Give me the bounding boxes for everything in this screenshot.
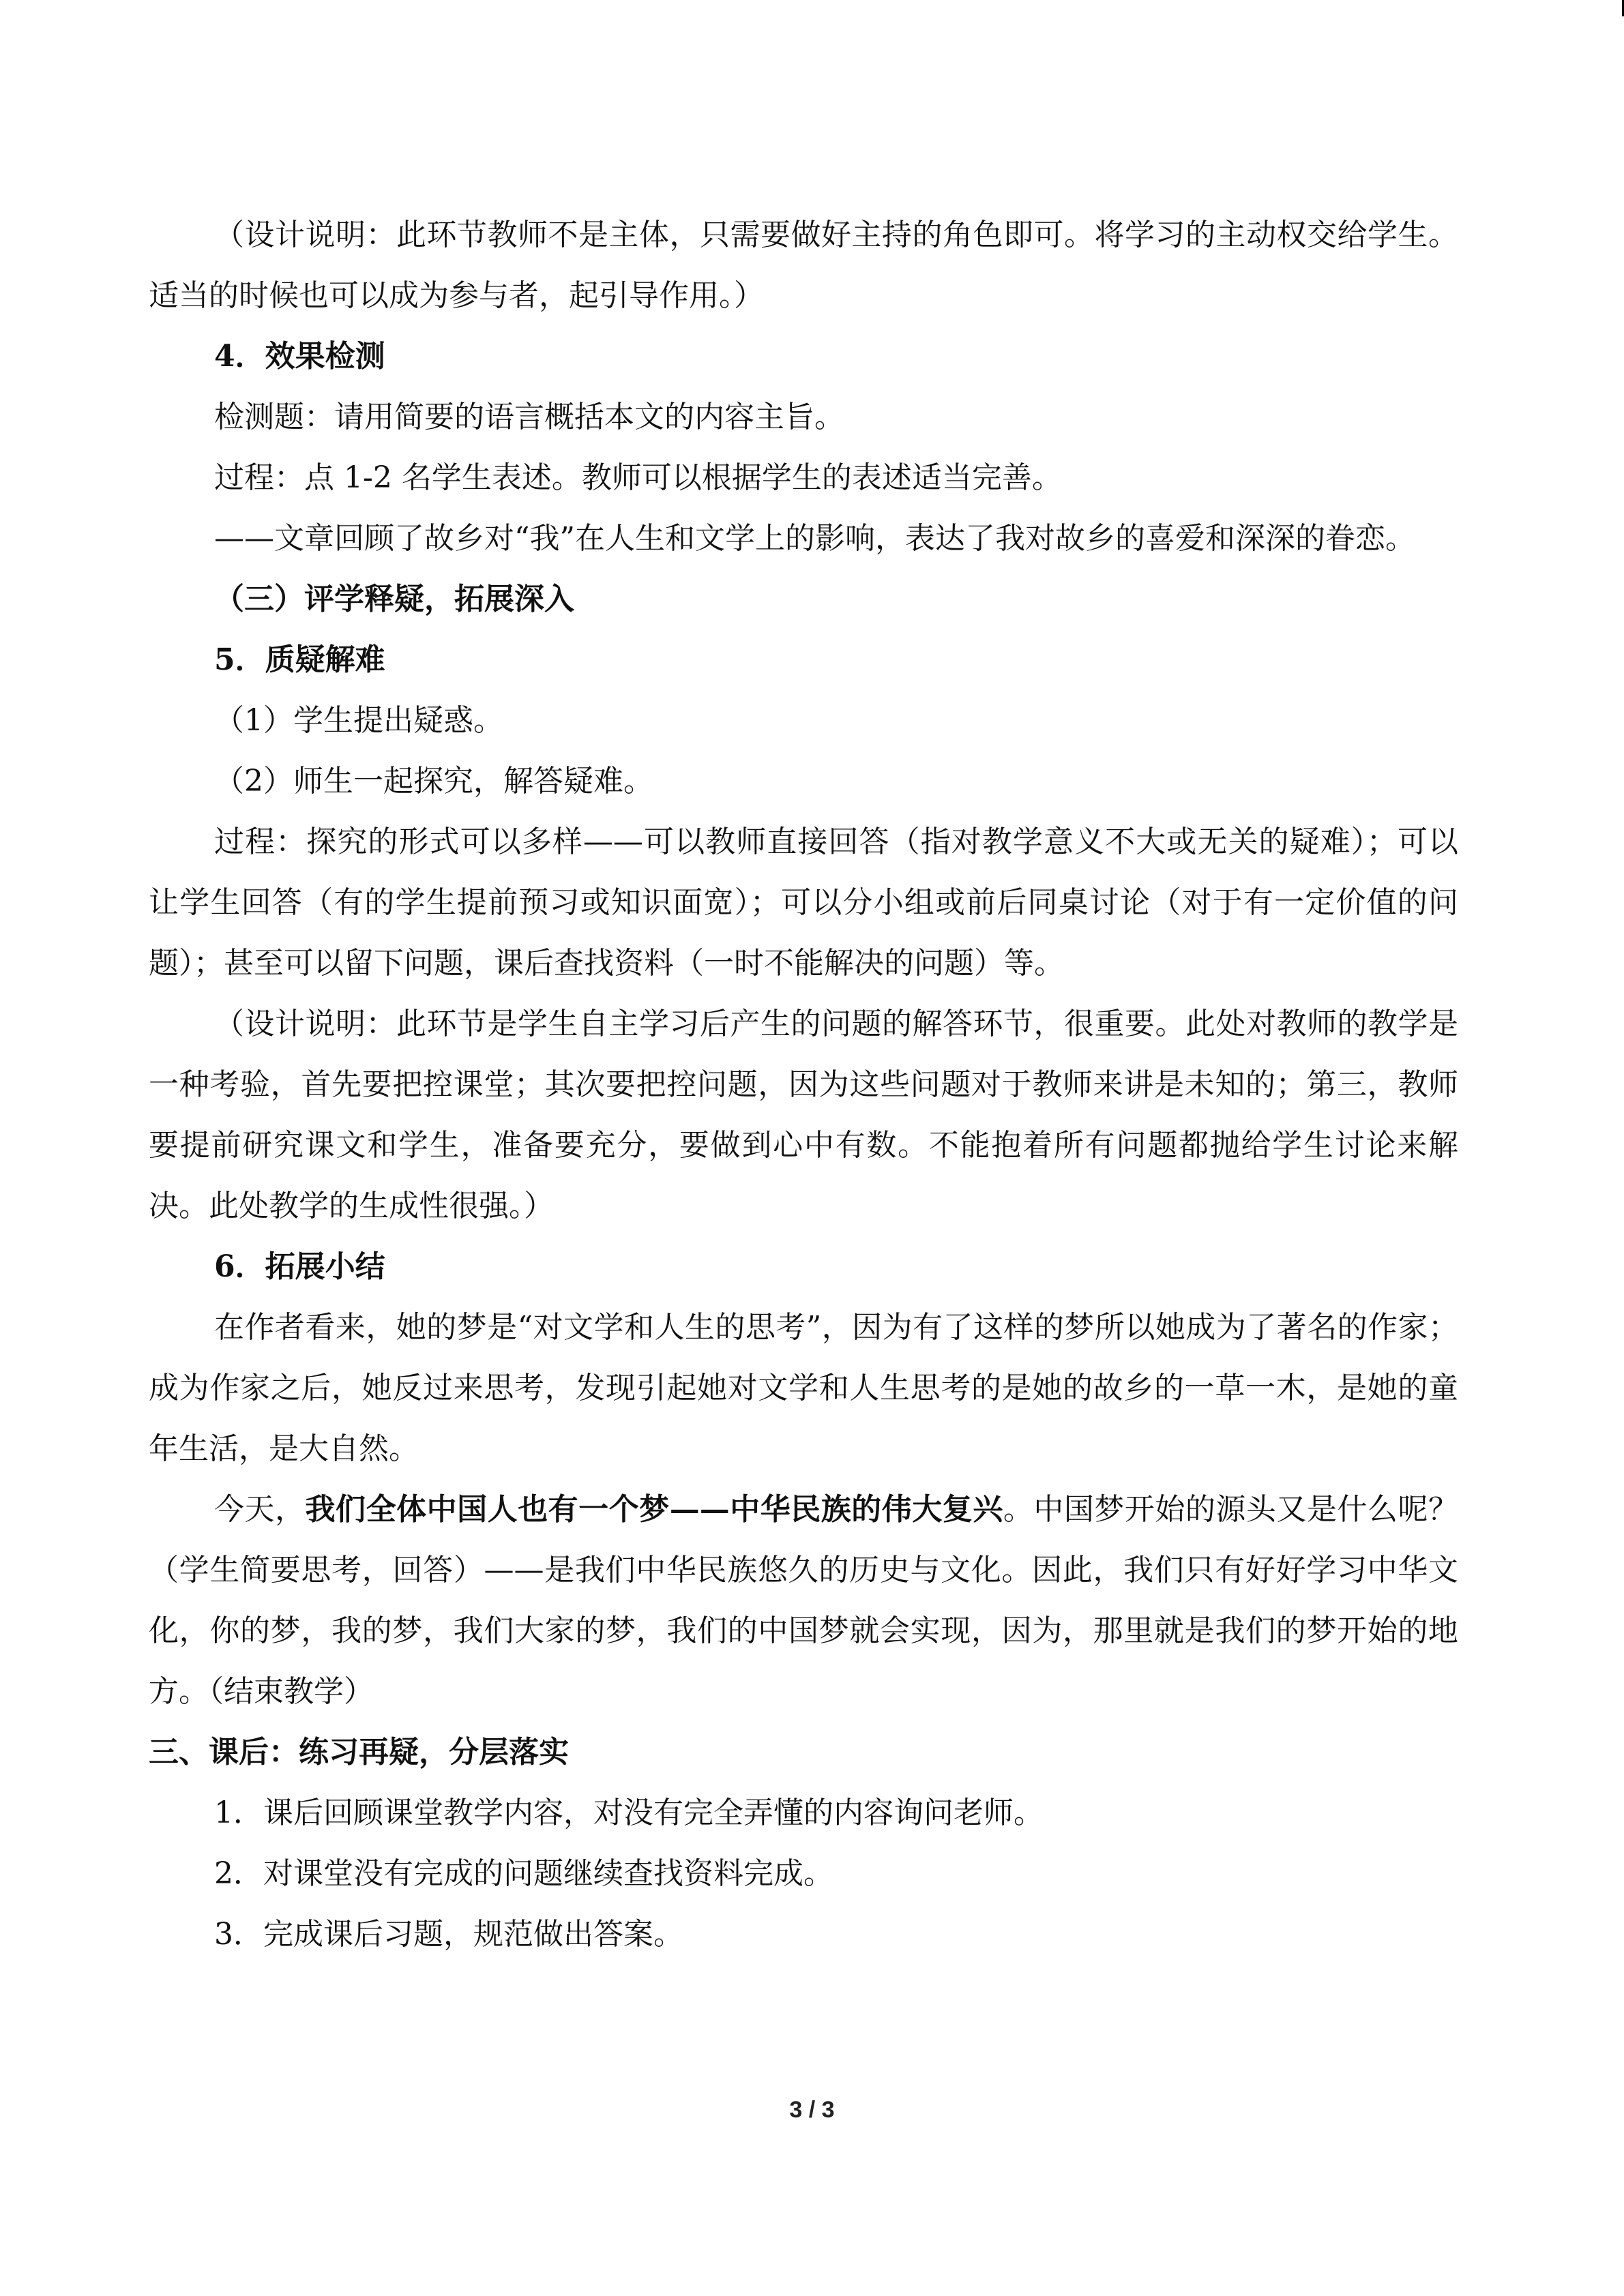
list-item: （1）学生提出疑惑。: [214, 703, 503, 738]
page-number: 3 / 3: [789, 2097, 835, 2123]
heading-extension-summary: 6．拓展小结: [214, 1249, 385, 1284]
list-item: 2．对课堂没有完成的问题继续查找资料完成。: [214, 1856, 833, 1891]
china-dream-rest: 。中国梦开始的源头又是什么呢？（学生简要思考，回答）——是我们中华民族悠久的历史与文化。因此，我们只有好好学习中华文化，你的梦，我的梦，我们大家的梦，我们的中国梦就会实现，因为，那里就是我们的梦开始的地方。（结束教学）: [149, 1492, 1459, 1709]
author-view-paragraph: 在作者看来，她的梦是“对文学和人生的思考”，因为有了这样的梦所以她成为了著名的作家；成为作家之后，她反过来思考，发现引起她对文学和人生思考的是她的故乡的一草一木，是她的童年生活，是大自然。: [149, 1310, 1458, 1466]
heading-effect-check: 4．效果检测: [214, 339, 385, 374]
heading-question-solving: 5．质疑解难: [214, 642, 385, 677]
china-dream-paragraph: [149, 1479, 1458, 1722]
test-question-paragraph: 检测题：请用简要的语言概括本文的内容主旨。: [214, 400, 844, 434]
answer-paragraph: ——文章回顾了故乡对“我”在人生和文学上的影响，表达了我对故乡的喜爱和深深的眷恋。: [214, 521, 1415, 556]
process-paragraph: 过程：点 1-2 名学生表述。教师可以根据学生的表述适当完善。: [214, 460, 1062, 495]
china-dream-emphasis: 我们全体中国人也有一个梦——中华民族的伟大复兴: [305, 1492, 1003, 1527]
inquiry-process-paragraph: 过程：探究的形式可以多样——可以教师直接回答（指对教学意义不大或无关的疑难）；可以让学生回答（有的学生提前预习或知识面宽）；可以分小组或前后同桌讨论（对于有一定价值的问题）；甚至可以留下问题，课后查找资料（一时不能解决的问题）等。: [149, 824, 1458, 981]
list-item: 3．完成课后习题，规范做出答案。: [214, 1917, 683, 1952]
document-body: [149, 205, 1458, 1965]
list-item: 1．课后回顾课堂教学内容，对没有完全弄懂的内容询问老师。: [214, 1795, 1044, 1830]
section-heading-3: （三）评学释疑，拓展深入: [214, 582, 574, 616]
list-item: （2）师生一起探究，解答疑难。: [214, 764, 653, 799]
china-dream-lead: 今天，: [214, 1492, 306, 1527]
section-heading-after-class: 三、课后：练习再疑，分层落实: [149, 1735, 569, 1770]
design-note-paragraph: （设计说明：此环节教师不是主体，只需要做好主持的角色即可。将学习的主动权交给学生。适当的时候也可以成为参与者，起引导作用。）: [149, 218, 1458, 313]
design-note-paragraph-2: （设计说明：此环节是学生自主学习后产生的问题的解答环节，很重要。此处对教师的教学是一种考验，首先要把控课堂；其次要把控问题，因为这些问题对于教师来讲是未知的；第三，教师要提前研究课文和学生，准备要充分，要做到心中有数。不能抱着所有问题都抛给学生讨论来解决。此处教学的生成性很强。）: [149, 1007, 1458, 1223]
